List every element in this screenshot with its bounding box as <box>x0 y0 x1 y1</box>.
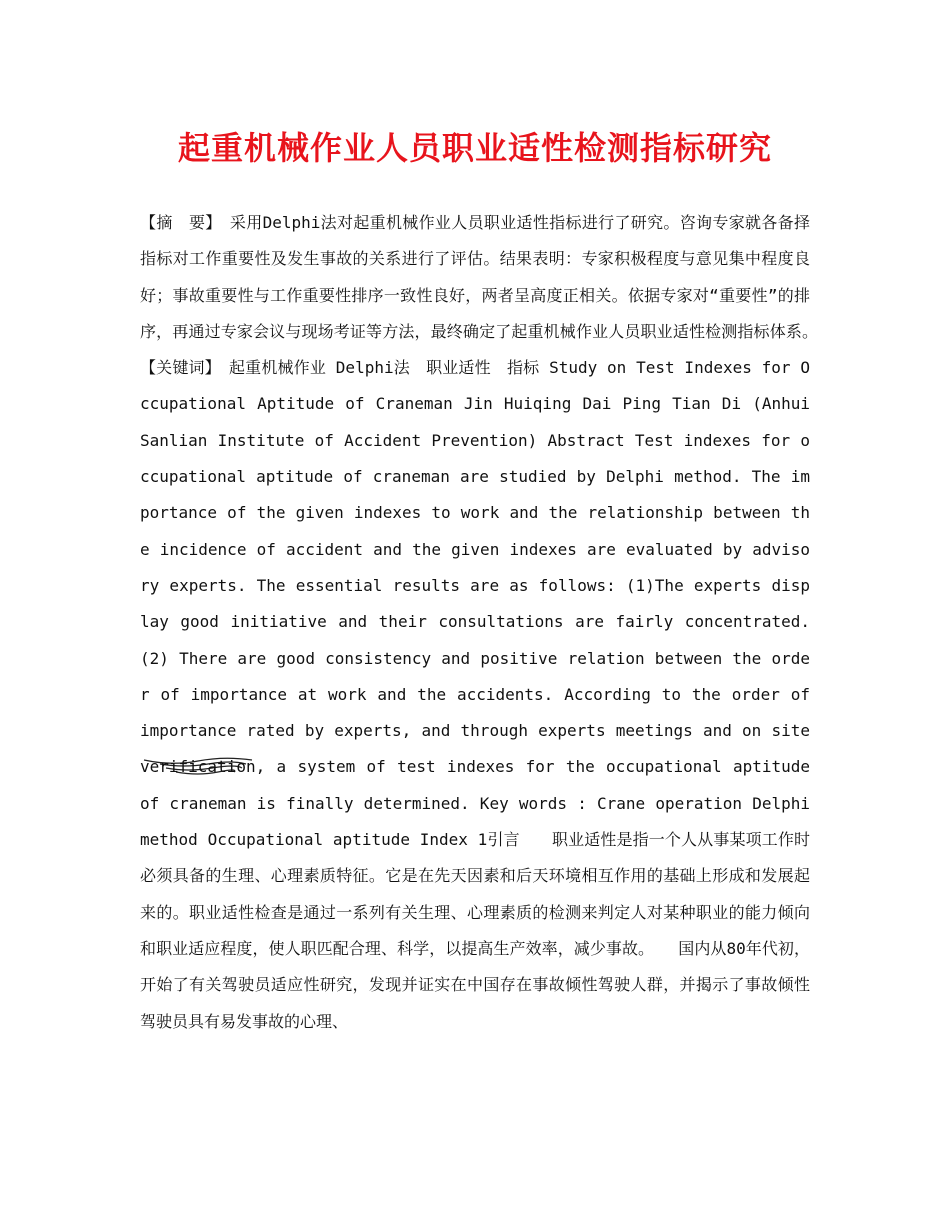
document-body: 【摘 要】 采用Delphi法对起重机械作业人员职业适性指标进行了研究。咨询专家就各备择指标对工作重要性及发生事故的关系进行了评估。结果表明：专家积极程度与意见集中程度良好；事故重要性与工作重要性排序一致性良好，两者呈高度正相关。依据专家对“重要性”的排序，再通过专家会议与现场考证等方法，最终确定了起重机械作业人员职业适性检测指标体系。 【关键词】 起重机械作业 Delphi法 职业适性 指标 Study on Test Indexes for Occupational Aptitude of Craneman Jin Huiqing Dai Ping Tian Di (Anhui Sanlian Institute of Accident Prevention) Abstract Test indexes for occupational aptitude of craneman are studied by Delphi method. The importance of the given indexes to work and the relationship between the incidence of accident and the given indexes are evaluated by advisory experts. The essential results are as follows: (1)The experts display good initiative and their consultations are fairly concentrated. (2) There are good consistency and positive relation between the order of importance at work and the accidents. According to the order of importance rated by experts, and through experts meetings and on site verification, a system of test indexes for the occupational aptitude of craneman is finally determined. Key words : Crane operation Delphi method Occupational aptitude Index 1引言 职业适性是指一个人从事某项工作时必须具备的生理、心理素质特征。它是在先天因素和后天环境相互作用的基础上形成和发展起来的。职业适性检查是通过一系列有关生理、心理素质的检测来判定人对某种职业的能力倾向和职业适应程度，使人职匹配合理、科学，以提高生产效率，减少事故。 国内从80年代初，开始了有关驾驶员适应性研究，发现并证实在中国存在事故倾性驾驶人群，并揭示了事故倾性驾驶员具有易发事故的心理、 <box>140 213 827 1031</box>
document-title: 起重机械作业人员职业适性检测指标研究 <box>177 129 772 167</box>
